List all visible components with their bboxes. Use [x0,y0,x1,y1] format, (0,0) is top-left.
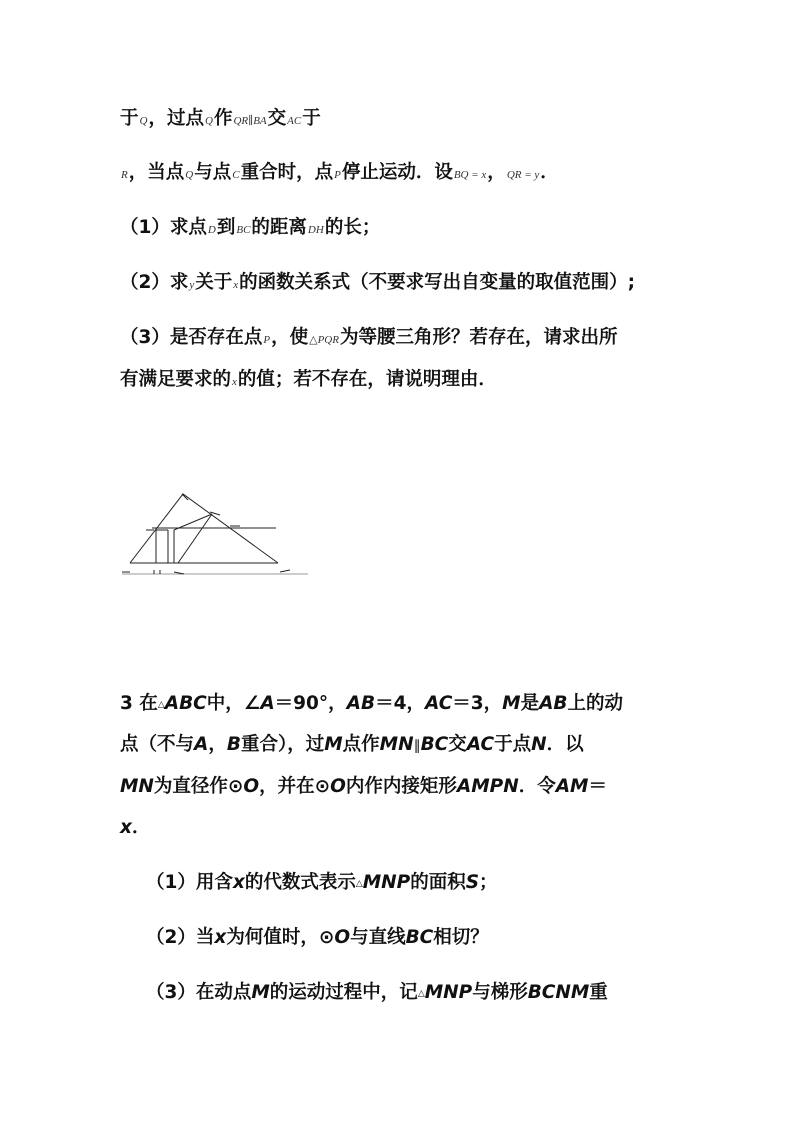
text: 的运动过程中，记 [269,982,418,1003]
text: 关于 [195,272,233,293]
math: △PQR [309,334,339,346]
text: 有满足要求的 [120,369,232,390]
math: O [243,776,260,797]
text: （2）求 [120,272,189,293]
problem-3-question-2 [146,925,489,951]
math: ABC [164,693,207,714]
text: 相切？ [433,927,489,948]
text: 重合），过 [240,734,325,755]
math: x [214,927,227,948]
math: AC [466,734,495,755]
text: 为直径作⊙ [153,776,244,797]
math: AC [287,115,302,127]
math: O [330,776,346,797]
math: C [232,169,240,181]
math: DH [307,224,324,236]
math: A [260,693,275,714]
text: 的函数关系式（不要求写出自变量的取值范围）; [239,272,636,293]
math: P [263,334,271,346]
triangle-symbol: △ [355,879,363,889]
text: 重 [589,982,608,1003]
problem-3-line-2 [120,732,584,759]
text: 重合时，点 [240,162,334,183]
triangle-symbol: △ [417,989,425,999]
text: 的长； [324,217,381,238]
text: ， [208,734,227,755]
text: （3）在动点 [146,982,252,1003]
math: D [207,224,216,236]
math: R [121,169,128,181]
math: Q [204,115,213,127]
math: QR = y [506,169,540,181]
math: BCNM [527,982,590,1003]
text: 中，∠ [206,693,261,714]
text: 与点 [194,162,232,183]
text: ，使 [271,327,309,348]
math: AB [539,693,568,714]
text: 上的动 [567,693,624,714]
math: AMPN [456,776,519,797]
question-3-cont [120,367,497,395]
question-1 [120,215,380,243]
text: 于 [302,108,321,129]
parallel-symbol: ∥ [413,738,421,754]
triangle-symbol: △ [157,700,165,710]
text: 的面积 [410,872,466,893]
math: Q [185,169,194,181]
math: N [531,734,547,755]
question-3 [120,325,617,353]
math: AB [346,693,376,714]
problem-3-question-3 [146,980,608,1007]
text: （1）用含 [146,872,233,893]
math: x [232,872,245,893]
math: MNP [362,872,411,893]
text: 与直线 [350,927,406,948]
problem-3-line-4 [120,815,150,841]
math: AC [424,693,453,714]
text: ．令 [518,776,556,797]
math: M [324,734,343,755]
math: BC [405,927,434,948]
math: O [334,927,351,948]
tick [280,570,290,572]
question-2 [120,270,635,298]
text: ，并在⊙ [259,776,331,797]
text: 是 [520,693,540,714]
math: MN [120,776,154,797]
text: ＝ [588,776,607,797]
text: 于点 [494,734,532,755]
text: 的距离 [251,217,307,238]
math: MN [379,734,414,755]
math: x [233,279,239,291]
text-line [120,106,321,134]
text: ， [487,162,506,183]
text: 作 [213,108,233,129]
math: MNP [424,982,473,1003]
text: 为何值时，⊙ [226,927,335,948]
math: M [251,982,270,1003]
text: 交 [267,108,287,129]
text: 内作内接矩形 [345,776,457,797]
text: ．以 [546,734,584,755]
math: B [226,734,241,755]
text: ＝4， [375,693,425,714]
text: 的值；若不存在，请说明理由． [237,369,497,390]
math: P [334,169,341,181]
text-line [120,160,559,188]
text: （1）求点 [120,217,207,238]
text: 于 [120,108,139,129]
text: ，过点 [148,108,204,129]
text: 的代数式表示 [244,872,356,893]
math: BC [236,224,251,236]
math: S [465,872,480,893]
text: ． [131,817,151,838]
text: 停止运动．设 [341,162,453,183]
problem-3-question-1 [146,870,498,897]
text: ＝3， [452,693,503,714]
math: y [189,279,195,291]
text: ． [540,162,559,183]
text: （3）是否存在点 [120,327,263,348]
text: 为等腰三角形？若存在，请求出所 [339,327,618,348]
text: ，当点 [128,162,185,183]
text: （2）当 [146,927,215,948]
problem-3-line-1 [120,691,623,718]
problem-3-line-3 [120,774,607,800]
text: 3 在 [120,693,158,714]
math: M [502,693,521,714]
text: 到 [216,217,236,238]
math: BQ = x [453,169,487,181]
math: x [120,817,132,838]
math: AM [555,776,589,797]
math: x [232,376,237,388]
text: 与梯形 [472,982,528,1003]
math: Q [139,115,148,127]
text: 点（不与 [120,734,195,755]
geometry-figure [118,488,308,584]
math: A [194,734,209,755]
text: ； [479,872,498,893]
math: QR∥BA [233,115,267,127]
math: BC [420,734,449,755]
text: 交 [448,734,467,755]
text: ＝90°， [274,693,347,714]
text: 点作 [342,734,380,755]
